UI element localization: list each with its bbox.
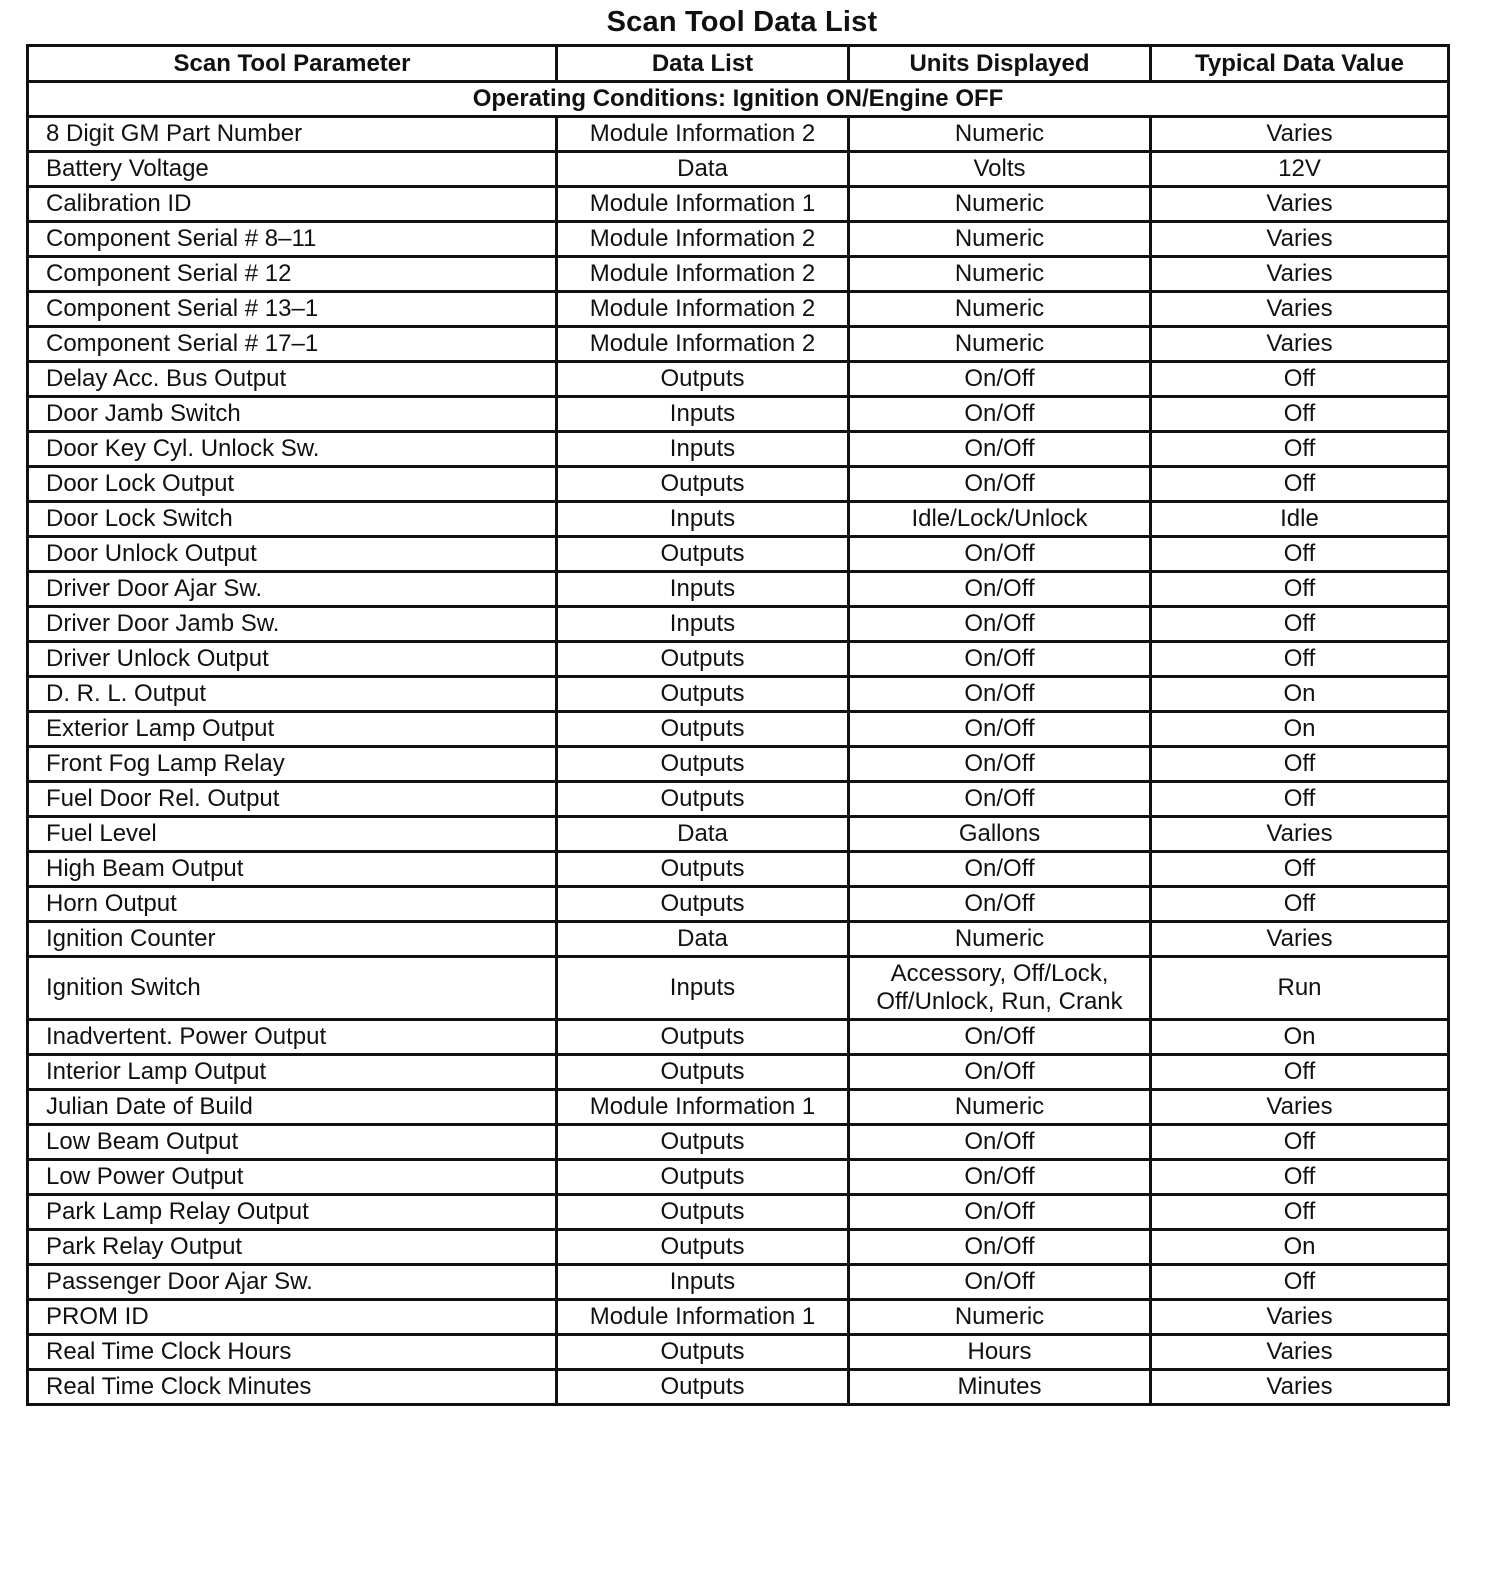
cell-typical-value: Varies	[1151, 187, 1449, 222]
table-row	[28, 817, 1449, 852]
cell-units	[849, 957, 1151, 1020]
cell-units: On/Off	[849, 397, 1151, 432]
units-line-2: Off/Unlock, Run, Crank	[876, 988, 1123, 1015]
table-row	[28, 152, 1449, 187]
cell-typical-value: Varies	[1151, 222, 1449, 257]
cell-typical-value: Off	[1151, 537, 1449, 572]
cell-data-list: Outputs	[557, 1335, 849, 1370]
cell-typical-value: Varies	[1151, 922, 1449, 957]
table-row	[28, 887, 1449, 922]
cell-data-list: Outputs	[557, 362, 849, 397]
table-row	[28, 1055, 1449, 1090]
cell-parameter: Fuel Level	[28, 817, 557, 852]
cell-typical-value: Varies	[1151, 117, 1449, 152]
cell-units: Numeric	[849, 1300, 1151, 1335]
table-row	[28, 607, 1449, 642]
cell-typical-value: Off	[1151, 1055, 1449, 1090]
cell-parameter: Battery Voltage	[28, 152, 557, 187]
cell-typical-value: Off	[1151, 1195, 1449, 1230]
cell-parameter: D. R. L. Output	[28, 677, 557, 712]
cell-typical-value: Off	[1151, 642, 1449, 677]
cell-typical-value: Off	[1151, 1265, 1449, 1300]
units-line-1: Accessory, Off/Lock,	[890, 960, 1109, 987]
cell-data-list: Module Information 1	[557, 1300, 849, 1335]
cell-data-list: Outputs	[557, 712, 849, 747]
cell-data-list: Outputs	[557, 1055, 849, 1090]
cell-typical-value: On	[1151, 1020, 1449, 1055]
cell-data-list: Outputs	[557, 887, 849, 922]
cell-data-list: Module Information 2	[557, 257, 849, 292]
cell-data-list: Data	[557, 817, 849, 852]
cell-typical-value: Off	[1151, 1160, 1449, 1195]
cell-parameter: Door Key Cyl. Unlock Sw.	[28, 432, 557, 467]
cell-typical-value: Off	[1151, 397, 1449, 432]
cell-parameter: Inadvertent. Power Output	[28, 1020, 557, 1055]
cell-data-list: Outputs	[557, 1230, 849, 1265]
cell-parameter: Ignition Counter	[28, 922, 557, 957]
cell-data-list: Outputs	[557, 852, 849, 887]
cell-parameter: Driver Door Ajar Sw.	[28, 572, 557, 607]
header-row	[28, 46, 1449, 82]
cell-units: On/Off	[849, 1055, 1151, 1090]
cell-parameter: Door Lock Output	[28, 467, 557, 502]
cell-parameter: Park Relay Output	[28, 1230, 557, 1265]
cell-typical-value: Varies	[1151, 292, 1449, 327]
cell-data-list: Data	[557, 922, 849, 957]
table-row	[28, 572, 1449, 607]
cell-typical-value: Off	[1151, 747, 1449, 782]
table-row	[28, 1265, 1449, 1300]
cell-data-list: Module Information 2	[557, 222, 849, 257]
table-row	[28, 712, 1449, 747]
cell-units: Numeric	[849, 117, 1151, 152]
table-row	[28, 502, 1449, 537]
table-row	[28, 922, 1449, 957]
table-row	[28, 467, 1449, 502]
cell-typical-value: Off	[1151, 852, 1449, 887]
cell-parameter: 8 Digit GM Part Number	[28, 117, 557, 152]
cell-units: Numeric	[849, 187, 1151, 222]
cell-data-list: Module Information 2	[557, 292, 849, 327]
cell-data-list: Outputs	[557, 642, 849, 677]
cell-data-list: Outputs	[557, 1370, 849, 1405]
cell-parameter: Door Jamb Switch	[28, 397, 557, 432]
cell-units: Minutes	[849, 1370, 1151, 1405]
cell-data-list: Outputs	[557, 1195, 849, 1230]
cell-typical-value: Varies	[1151, 257, 1449, 292]
cell-units: On/Off	[849, 1125, 1151, 1160]
cell-typical-value: On	[1151, 712, 1449, 747]
cell-typical-value: Varies	[1151, 1090, 1449, 1125]
header-data-list: Data List	[557, 46, 849, 82]
table-row	[28, 222, 1449, 257]
cell-units: On/Off	[849, 362, 1151, 397]
cell-units: Numeric	[849, 257, 1151, 292]
table-row	[28, 1370, 1449, 1405]
scan-tool-data-table	[26, 44, 1450, 1406]
cell-units: Volts	[849, 152, 1151, 187]
cell-data-list: Outputs	[557, 677, 849, 712]
table-row	[28, 782, 1449, 817]
cell-parameter: Component Serial # 8–11	[28, 222, 557, 257]
cell-parameter: Delay Acc. Bus Output	[28, 362, 557, 397]
cell-units: Numeric	[849, 222, 1151, 257]
cell-parameter: Real Time Clock Hours	[28, 1335, 557, 1370]
table-row	[28, 1125, 1449, 1160]
cell-data-list: Module Information 2	[557, 117, 849, 152]
table-row	[28, 292, 1449, 327]
cell-units: On/Off	[849, 1265, 1151, 1300]
cell-data-list: Module Information 2	[557, 327, 849, 362]
table-row	[28, 957, 1449, 1020]
cell-units: On/Off	[849, 572, 1151, 607]
cell-units: Hours	[849, 1335, 1151, 1370]
cell-units: On/Off	[849, 677, 1151, 712]
table-row	[28, 1020, 1449, 1055]
cell-data-list: Inputs	[557, 607, 849, 642]
cell-parameter: Interior Lamp Output	[28, 1055, 557, 1090]
cell-parameter: Julian Date of Build	[28, 1090, 557, 1125]
section-row	[28, 82, 1449, 117]
cell-typical-value: Varies	[1151, 1300, 1449, 1335]
document-title: Scan Tool Data List	[606, 6, 878, 38]
table-row	[28, 1195, 1449, 1230]
cell-typical-value: Varies	[1151, 1335, 1449, 1370]
cell-typical-value: Run	[1151, 957, 1449, 1020]
cell-typical-value: On	[1151, 1230, 1449, 1265]
table-row	[28, 537, 1449, 572]
cell-data-list: Outputs	[557, 782, 849, 817]
cell-units: On/Off	[849, 1020, 1151, 1055]
table-row	[28, 257, 1449, 292]
cell-parameter: Fuel Door Rel. Output	[28, 782, 557, 817]
cell-units: On/Off	[849, 782, 1151, 817]
cell-data-list: Module Information 1	[557, 187, 849, 222]
cell-units: Numeric	[849, 922, 1151, 957]
cell-parameter: Component Serial # 17–1	[28, 327, 557, 362]
cell-parameter: Park Lamp Relay Output	[28, 1195, 557, 1230]
cell-parameter: Low Beam Output	[28, 1125, 557, 1160]
cell-units: On/Off	[849, 642, 1151, 677]
table-row	[28, 187, 1449, 222]
cell-units: On/Off	[849, 1195, 1151, 1230]
table-row	[28, 397, 1449, 432]
cell-units: On/Off	[849, 747, 1151, 782]
table-row	[28, 1230, 1449, 1265]
cell-parameter: Driver Door Jamb Sw.	[28, 607, 557, 642]
header-units-displayed: Units Displayed	[849, 46, 1151, 82]
cell-units: Gallons	[849, 817, 1151, 852]
table-row	[28, 1300, 1449, 1335]
cell-parameter: Calibration ID	[28, 187, 557, 222]
cell-parameter: Front Fog Lamp Relay	[28, 747, 557, 782]
cell-typical-value: Off	[1151, 362, 1449, 397]
cell-units: Numeric	[849, 327, 1151, 362]
cell-typical-value: Varies	[1151, 817, 1449, 852]
cell-data-list: Outputs	[557, 747, 849, 782]
cell-typical-value: Off	[1151, 607, 1449, 642]
cell-data-list: Data	[557, 152, 849, 187]
cell-typical-value: Varies	[1151, 327, 1449, 362]
cell-parameter: Door Unlock Output	[28, 537, 557, 572]
cell-typical-value: Off	[1151, 1125, 1449, 1160]
cell-units: On/Off	[849, 712, 1151, 747]
cell-units: Numeric	[849, 1090, 1151, 1125]
table-row	[28, 1160, 1449, 1195]
cell-units: On/Off	[849, 1230, 1151, 1265]
table-row	[28, 677, 1449, 712]
cell-parameter: Ignition Switch	[28, 957, 557, 1020]
table-row	[28, 362, 1449, 397]
cell-units: On/Off	[849, 887, 1151, 922]
section-label: Operating Conditions: Ignition ON/Engine OFF	[28, 82, 1449, 117]
cell-typical-value: Varies	[1151, 1370, 1449, 1405]
cell-parameter: Exterior Lamp Output	[28, 712, 557, 747]
cell-typical-value: Off	[1151, 467, 1449, 502]
cell-parameter: PROM ID	[28, 1300, 557, 1335]
cell-typical-value: Off	[1151, 572, 1449, 607]
cell-units: On/Off	[849, 537, 1151, 572]
cell-parameter: Low Power Output	[28, 1160, 557, 1195]
cell-data-list: Module Information 1	[557, 1090, 849, 1125]
cell-units: On/Off	[849, 1160, 1151, 1195]
cell-parameter: Driver Unlock Output	[28, 642, 557, 677]
table-row	[28, 747, 1449, 782]
cell-units: On/Off	[849, 432, 1151, 467]
cell-units: On/Off	[849, 467, 1151, 502]
cell-data-list: Outputs	[557, 1020, 849, 1055]
header-typical-value: Typical Data Value	[1151, 46, 1449, 82]
cell-data-list: Outputs	[557, 467, 849, 502]
table-row	[28, 432, 1449, 467]
table-row	[28, 1090, 1449, 1125]
cell-data-list: Inputs	[557, 572, 849, 607]
cell-data-list: Inputs	[557, 1265, 849, 1300]
table-row	[28, 117, 1449, 152]
table-row	[28, 642, 1449, 677]
cell-data-list: Inputs	[557, 432, 849, 467]
cell-parameter: Component Serial # 13–1	[28, 292, 557, 327]
cell-units: Idle/Lock/Unlock	[849, 502, 1151, 537]
table-row	[28, 852, 1449, 887]
cell-parameter: Horn Output	[28, 887, 557, 922]
cell-typical-value: Off	[1151, 782, 1449, 817]
cell-typical-value: Idle	[1151, 502, 1449, 537]
cell-units: On/Off	[849, 607, 1151, 642]
cell-data-list: Outputs	[557, 537, 849, 572]
cell-data-list: Inputs	[557, 397, 849, 432]
cell-units: On/Off	[849, 852, 1151, 887]
cell-data-list: Inputs	[557, 957, 849, 1020]
cell-typical-value: Off	[1151, 887, 1449, 922]
header-parameter: Scan Tool Parameter	[28, 46, 557, 82]
cell-typical-value: 12V	[1151, 152, 1449, 187]
cell-parameter: Passenger Door Ajar Sw.	[28, 1265, 557, 1300]
cell-typical-value: On	[1151, 677, 1449, 712]
cell-data-list: Outputs	[557, 1125, 849, 1160]
cell-data-list: Outputs	[557, 1160, 849, 1195]
cell-typical-value: Off	[1151, 432, 1449, 467]
cell-parameter: Door Lock Switch	[28, 502, 557, 537]
cell-data-list: Inputs	[557, 502, 849, 537]
cell-units: Numeric	[849, 292, 1151, 327]
table-row	[28, 1335, 1449, 1370]
cell-parameter: High Beam Output	[28, 852, 557, 887]
cell-parameter: Real Time Clock Minutes	[28, 1370, 557, 1405]
cell-parameter: Component Serial # 12	[28, 257, 557, 292]
table-row	[28, 327, 1449, 362]
